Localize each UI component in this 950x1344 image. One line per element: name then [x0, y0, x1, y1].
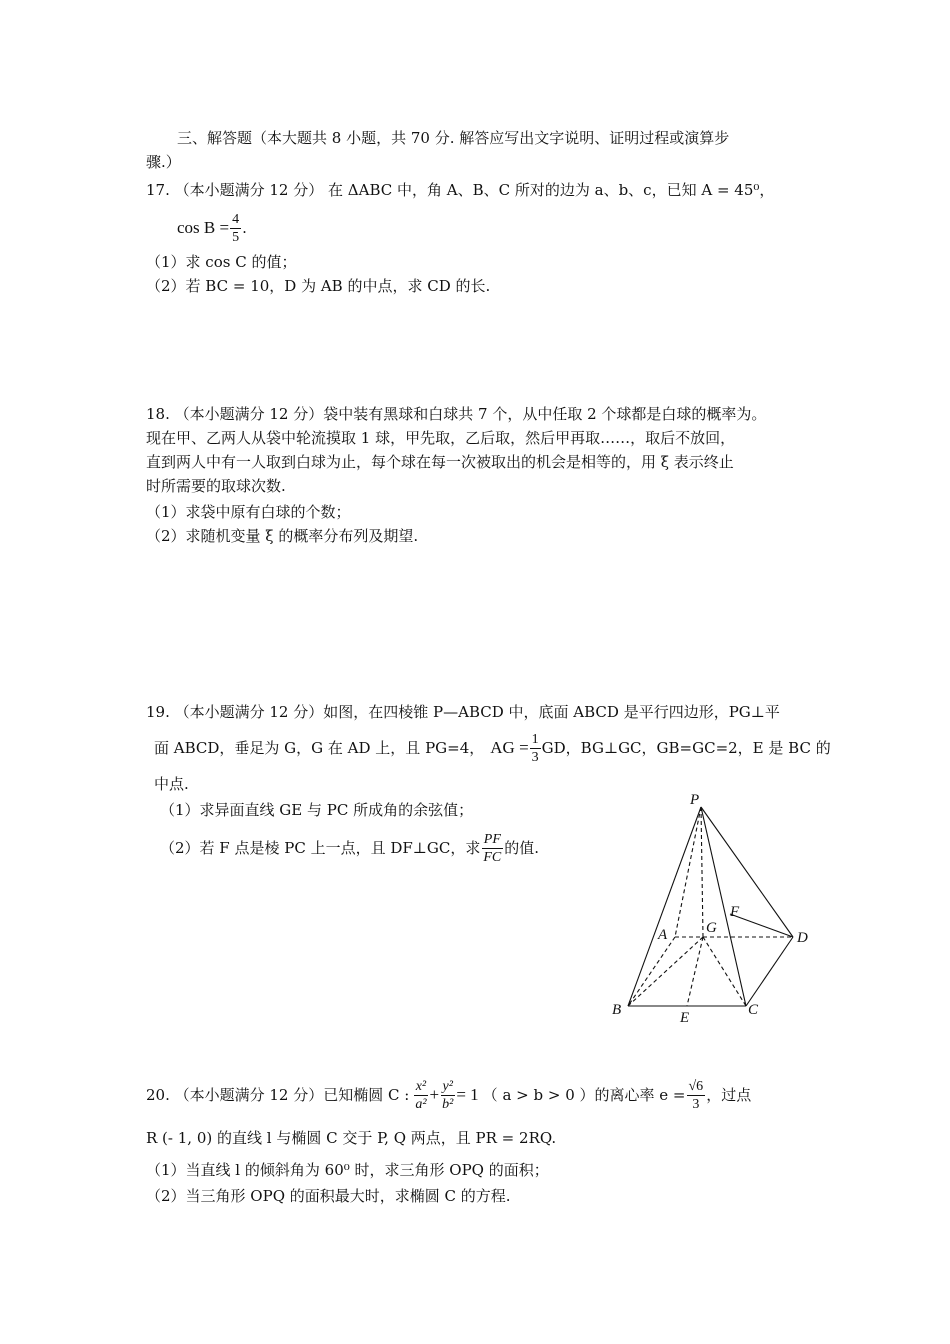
q18-sub1: （1）求袋中原有白球的个数； [146, 503, 351, 521]
label-p: P [690, 792, 700, 808]
q20-frac-y [440, 1078, 455, 1113]
q19-sub2-num: PF [483, 831, 501, 847]
q17-cosb-prefix: cos B = [177, 218, 230, 237]
q19-fraction [530, 731, 541, 766]
q20-x2: x² [415, 1078, 427, 1094]
edge-pd [701, 807, 793, 937]
section-header: 三、解答题（本大题共 8 小题，共 70 分. 解答应写出文字说明、证明过程或演算步 [177, 129, 730, 147]
q20-eq1: = 1 [456, 1085, 479, 1104]
q19-ag: AG = [490, 738, 529, 757]
edge-cd [746, 937, 793, 1006]
q20-line1-end: ，过点 [706, 1086, 752, 1104]
section-header-cont: 骤.） [146, 153, 181, 171]
q17-sub1: （1）求 cos C 的值； [146, 253, 297, 271]
label-b: B [612, 1002, 622, 1018]
label-c: C [748, 1002, 759, 1018]
q19-line2-a: 面 ABCD，垂足为 G，G 在 AD 上，且 PG=4， [154, 739, 485, 757]
segment-fd [730, 914, 793, 937]
q18-sub2: （2）求随机变量 ξ 的概率分布列及期望. [146, 527, 419, 545]
label-d: D [797, 930, 808, 946]
q20-sub1: （1）当直线 l 的倾斜角为 60⁰ 时，求三角形 OPQ 的面积； [146, 1161, 549, 1179]
q19-sub1: （1）求异面直线 GE 与 PC 所成角的余弦值； [160, 801, 474, 819]
q20-y2: y² [442, 1078, 453, 1094]
label-f: F [730, 904, 740, 920]
segment-ge [687, 937, 703, 1006]
q19-sub2-a: （2）若 F 点是棱 PC 上一点，且 DF⊥GC，求 [160, 839, 481, 857]
q19-line1: 19. （本小题满分 12 分）如图，在四棱锥 P—ABCD 中，底面 ABCD 是平行四边形，PG⊥平 [146, 703, 780, 721]
q20-cond: （ a > b > 0 ）的离心率 e = [482, 1086, 686, 1104]
q20-three: 3 [692, 1096, 700, 1112]
q20-frac-x [413, 1078, 428, 1113]
q19-frac-num: 1 [531, 731, 539, 747]
q19-frac-den: 3 [531, 749, 539, 765]
label-a: A [658, 927, 668, 943]
q17-cosb-fraction [230, 211, 241, 246]
q20-line1 [146, 1070, 751, 1120]
q20-a2: a² [415, 1096, 427, 1112]
q20-line1-a: 20. （本小题满分 12 分）已知椭圆 C : [146, 1086, 410, 1104]
q20-line2: R (- 1, 0) 的直线 l 与椭圆 C 交于 P, Q 两点，且 PR = 2RQ. [146, 1129, 557, 1147]
q20-sqrt6: √6 [688, 1078, 704, 1094]
q20-plus: + [429, 1085, 440, 1104]
pyramid-figure [600, 786, 820, 1026]
q20-b2: b² [442, 1096, 454, 1112]
q18-line3: 直到两人中有一人取到白球为止，每个球在每一次被取出的机会是相等的，用 ξ 表示终止 [146, 453, 734, 471]
segment-pg [701, 807, 703, 937]
q19-sub2-den: FC [483, 849, 502, 865]
q19-line2 [154, 726, 831, 770]
edge-ab [628, 937, 675, 1006]
q17-stem: 17. （本小题满分 12 分） 在 ΔABC 中，角 A、B、C 所对的边为 a、b、c，已知 A = 45⁰， [146, 181, 775, 199]
segment-gc [703, 937, 746, 1006]
q17-cosb [177, 208, 247, 248]
q20-sub2: （2）当三角形 OPQ 的面积最大时，求椭圆 C 的方程. [146, 1187, 511, 1205]
q17-cosb-den: 5 [232, 229, 240, 245]
q18-line2: 现在甲、乙两人从袋中轮流摸取 1 球，甲先取，乙后取，然后甲再取……，取后不放回， [146, 429, 736, 447]
edge-pa [675, 807, 701, 937]
q19-line2-c: GD，BG⊥GC，GB=GC=2，E 是 BC 的 [541, 739, 831, 757]
edge-pc [701, 807, 746, 1006]
q17-cosb-num: 4 [232, 211, 240, 227]
label-g: G [706, 920, 717, 936]
q18-line4: 时所需要的取球次数. [146, 477, 286, 495]
label-e: E [680, 1010, 690, 1026]
q19-line3: 中点. [154, 775, 189, 793]
q20-frac-e [687, 1078, 706, 1113]
q18-line1: 18. （本小题满分 12 分）袋中装有黑球和白球共 7 个，从中任取 2 个球都是白球的概率为。 [146, 405, 767, 423]
edge-pb [628, 807, 701, 1006]
q17-sub2: （2）若 BC = 10，D 为 AB 的中点，求 CD 的长. [146, 277, 491, 295]
q19-sub2-b: 的值. [504, 839, 540, 857]
q19-sub2-fraction [481, 831, 503, 866]
segment-gb [628, 937, 703, 1006]
q17-cosb-suffix: . [242, 219, 247, 237]
q19-sub2 [160, 826, 539, 870]
